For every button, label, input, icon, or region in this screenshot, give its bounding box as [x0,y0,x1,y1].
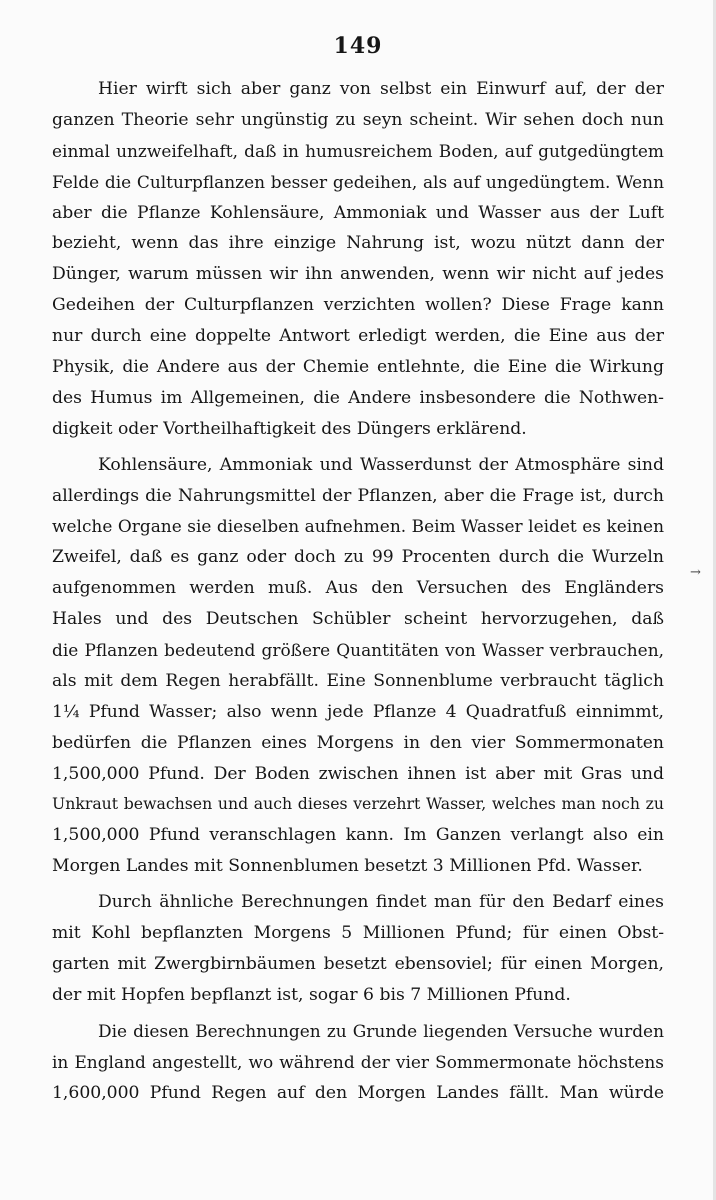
text-line: 1¼ Pfund Wasser; also wenn jede Pflanze 4 Quadratfuß einnimmt, [52,701,664,722]
text-line: des Humus im Allgemeinen, die Andere insbesondere die Nothwen- [52,387,664,408]
text-line: Hales und des Deutschen Schübler scheint hervorzugehen, daß [52,609,664,630]
text-line: nur durch eine doppelte Antwort erledigt werden, die Eine aus der [52,326,664,347]
text-line: der mit Hopfen bepflanzt ist, sogar 6 bis 7 Millionen Pfund. [52,984,571,1005]
text-line: ganzen Theorie sehr ungünstig zu seyn scheint. Wir sehen doch nun [52,109,664,130]
text-line: Felde die Culturpflanzen besser gedeihen, als auf ungedüngtem. Wenn [52,171,664,192]
paragraph [52,1016,664,1109]
text-line: Physik, die Andere aus der Chemie entlehnte, die Eine die Wirkung [52,357,664,378]
text-line: welche Organe sie dieselben aufnehmen. Beim Wasser leidet es keinen [52,516,664,537]
margin-mark-icon: → [690,565,701,580]
text-line: Unkraut bewachsen und auch dieses verzehrt Wasser, welches man noch zu [52,794,664,814]
text-line: aber die Pflanze Kohlensäure, Ammoniak und Wasser aus der Luft [52,202,664,223]
text-line: Kohlensäure, Ammoniak und Wasserdunst der Atmosphäre sind [98,454,664,475]
text-line: bedürfen die Pflanzen eines Morgens in den vier Sommermonaten [52,732,664,753]
paragraph [52,887,664,1011]
text-line: Hier wirft sich aber ganz von selbst ein Einwurf auf, der der [98,79,664,99]
text-line: 1,600,000 Pfund Regen auf den Morgen Landes fällt. Man würde [52,1082,664,1103]
text-line: Durch ähnliche Berechnungen findet man für den Bedarf eines [98,892,664,913]
text-line: 1,500,000 Pfund. Der Boden zwischen ihnen ist aber mit Gras und [52,763,664,784]
text-line: Zweifel, daß es ganz oder doch zu 99 Procenten durch die Wurzeln [52,547,664,568]
text-line: Dünger, warum müssen wir ihn anwenden, wenn wir nicht auf jedes [52,264,664,285]
text-line: allerdings die Nahrungsmittel der Pflanzen, aber die Frage ist, durch [52,485,664,506]
text-line: mit Kohl bepflanzten Morgens 5 Millionen Pfund; für einen Obst- [52,923,664,944]
text-line: in England angestellt, wo während der vier Sommermonate höchstens [52,1051,664,1072]
text-line: 1,500,000 Pfund veranschlagen kann. Im Ganzen verlangt also ein [52,825,664,846]
text-line: Gedeihen der Culturpflanzen verzichten wollen? Diese Frage kann [52,295,664,316]
text-line: Die diesen Berechnungen zu Grunde liegenden Versuche wurden [98,1020,664,1041]
body-text [52,74,664,1108]
text-line: die Pflanzen bedeutend größere Quantitäten von Wasser verbrauchen, [52,640,664,661]
text-line: Morgen Landes mit Sonnenblumen besetzt 3 Millionen Pfd. Wasser. [52,856,643,877]
text-line: als mit dem Regen herabfällt. Eine Sonnenblume verbraucht täglich [52,670,664,691]
text-line: einmal unzweifelhaft, daß in humusreichem Boden, auf gutgedüngtem [52,140,664,161]
text-line: digkeit oder Vortheilhaftigkeit des Düngers erklärend. [52,418,527,439]
paragraph [52,450,664,882]
page-number: 149 [333,33,383,59]
text-line: aufgenommen werden muß. Aus den Versuchen des Engländers [52,578,664,599]
paragraph [52,74,664,445]
text-line: garten mit Zwergbirnbäumen besetzt ebensoviel; für einen Morgen, [52,953,664,974]
text-line: bezieht, wenn das ihre einzige Nahrung ist, wozu nützt dann der [52,233,664,254]
